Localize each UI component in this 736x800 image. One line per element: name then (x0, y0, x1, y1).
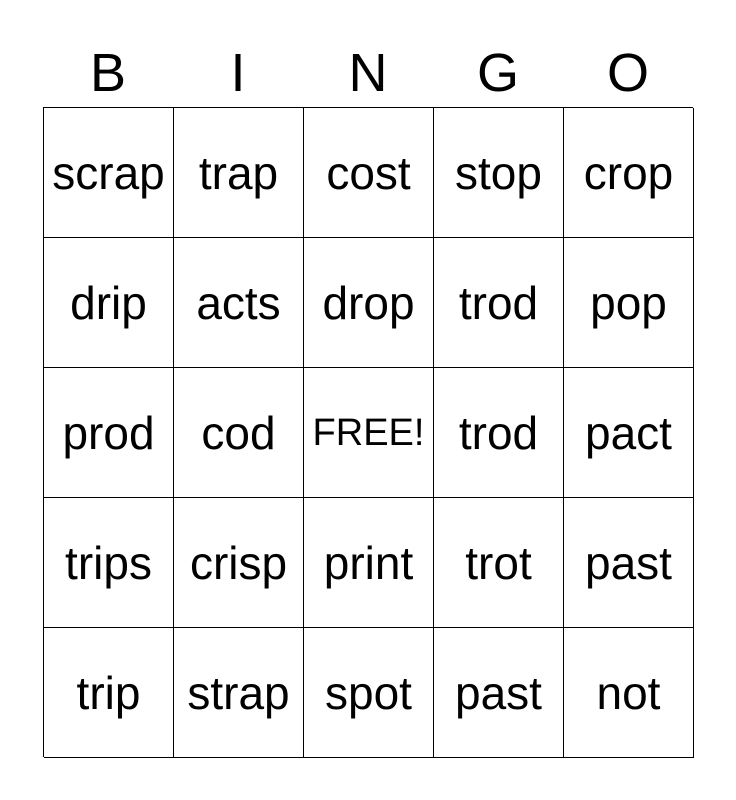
bingo-cell[interactable]: spot (304, 628, 434, 758)
bingo-cell[interactable]: crisp (174, 498, 304, 628)
free-space-cell[interactable]: FREE! (304, 368, 434, 498)
bingo-cell[interactable]: past (564, 498, 694, 628)
bingo-cell[interactable]: cost (304, 108, 434, 238)
bingo-cell[interactable]: print (304, 498, 434, 628)
bingo-cell[interactable]: trip (44, 628, 174, 758)
bingo-header (43, 40, 693, 106)
bingo-cell[interactable]: drip (44, 238, 174, 368)
bingo-cell[interactable]: not (564, 628, 694, 758)
bingo-cell[interactable]: strap (174, 628, 304, 758)
bingo-cell[interactable]: pact (564, 368, 694, 498)
bingo-board (43, 107, 693, 757)
bingo-cell[interactable]: cod (174, 368, 304, 498)
header-letter-i: I (230, 43, 246, 103)
bingo-cell[interactable]: acts (174, 238, 304, 368)
bingo-cell[interactable]: scrap (44, 108, 174, 238)
bingo-cell[interactable]: past (434, 628, 564, 758)
bingo-cell[interactable]: crop (564, 108, 694, 238)
bingo-cell[interactable]: trod (434, 368, 564, 498)
bingo-cell[interactable]: trips (44, 498, 174, 628)
header-letter-o: O (606, 43, 649, 103)
bingo-cell[interactable]: trod (434, 238, 564, 368)
bingo-cell[interactable]: pop (564, 238, 694, 368)
header-letter-n: N (348, 43, 388, 103)
bingo-cell[interactable]: drop (304, 238, 434, 368)
bingo-cell[interactable]: trap (174, 108, 304, 238)
header-letter-g: G (476, 43, 519, 103)
header-letter-b: B (89, 43, 127, 103)
bingo-cell[interactable]: trot (434, 498, 564, 628)
bingo-cell[interactable]: stop (434, 108, 564, 238)
bingo-cell[interactable]: prod (44, 368, 174, 498)
